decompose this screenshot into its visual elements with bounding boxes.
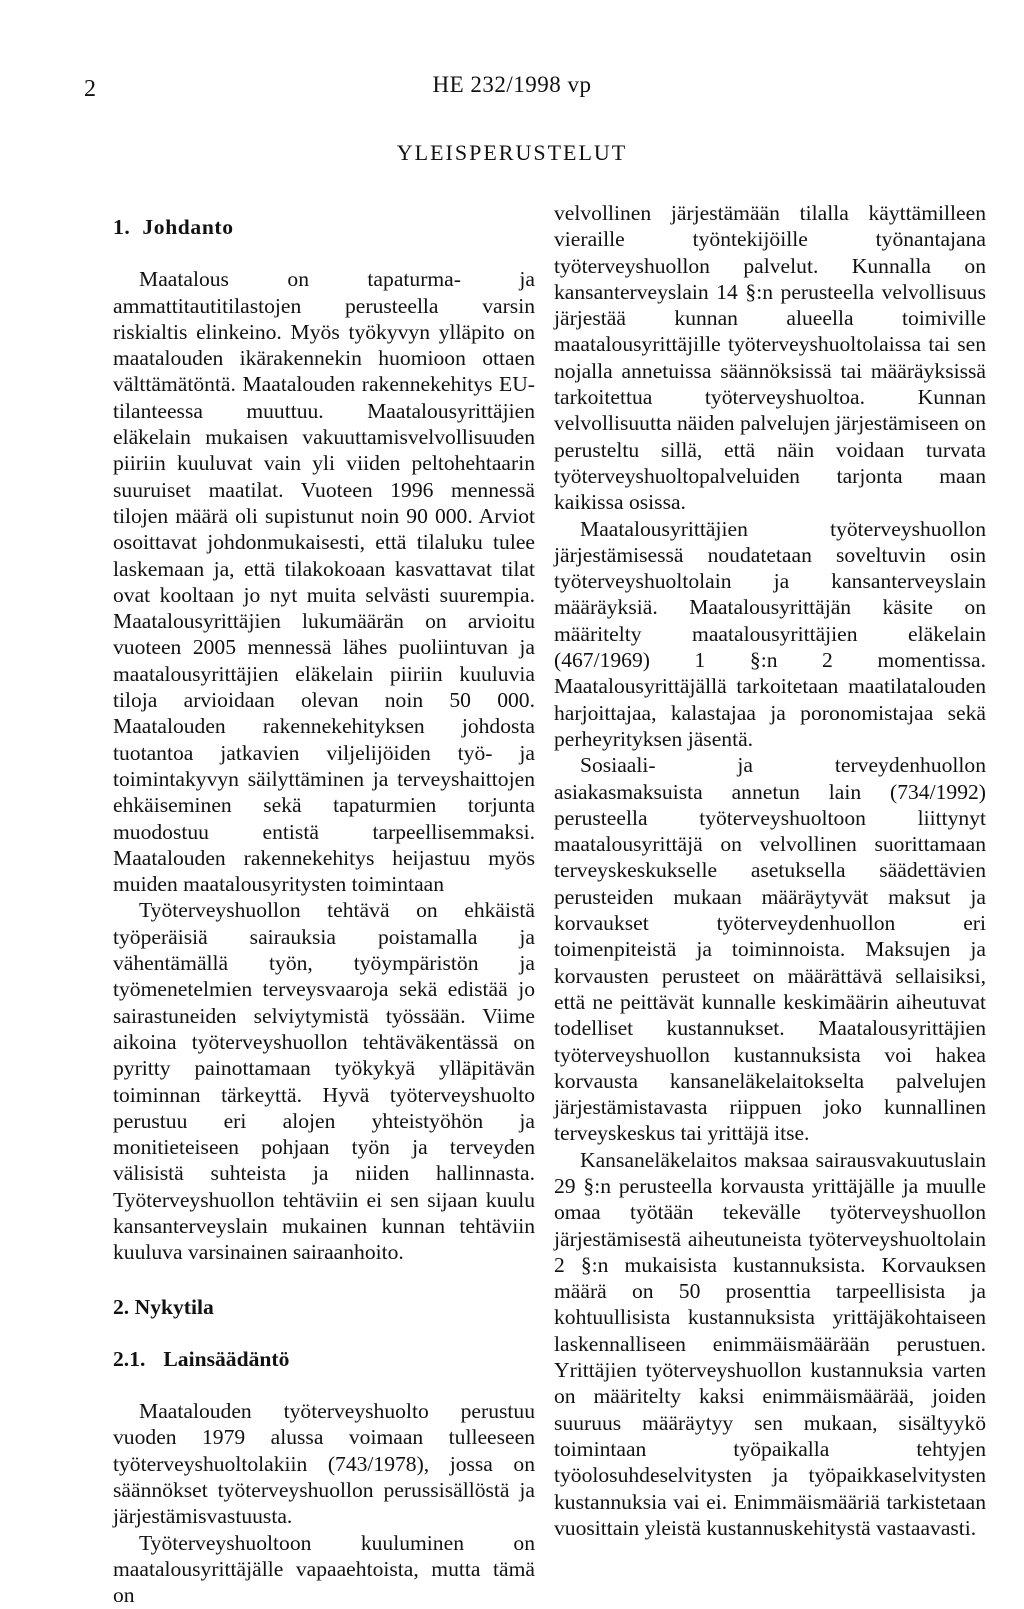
paragraph: Maatalousyrittäjien työterveyshuollon järjestämisessä noudatetaan soveltuvin osin työterveyshuoltolain ja kansanterveyslain määräyksiä. Maatalousyrittäjän käsite on määritelty maatalousyrittäjien eläkelain (467/1969) 1 §:n 2 momentissa. Maatalousyrittäjällä tarkoitetaan maatilatalouden harjoittajaa, kalastajaa ja poronomistajaa sekä perheyrityksen jäsentä. (554, 516, 986, 751)
right-column (554, 200, 986, 1541)
left-column (113, 200, 535, 1609)
paragraph-continued: velvollinen järjestämään tilalla käyttämilleen vieraille työntekijöille työnantajana työterveyshuollon palvelut. Kunnalla on kansanterveyslain 14 §:n perusteella velvollisuus järjestää kunnan alueella toimiville maatalousyrittäjille työterveyshuoltolaissa tai sen nojalla annetuissa säännöksissä tai määräyksissä tarkoitettua työterveyshuoltoa. Kunnan velvollisuutta näiden palvelujen järjestämiseen on perusteltu sillä, että näin voidaan turvata työterveyshuoltopalveluiden tarjonta maan kaikissa osissa. (554, 201, 986, 515)
paragraph: Maatalous on tapaturma- ja ammattitautitilastojen perusteella varsin riskialtis elinkeino. Myös työkyvyn ylläpito on maatalouden ikärakennekin huomioon ottaen välttämätöntä. Maatalouden rakennekehitys EU-tilanteessa muuttuu. Maatalousyrittäjien eläkelain mukaisen vakuuttamisvelvollisuuden piiriin kuuluvat vain yli viiden peltohehtaarin suuruiset maatilat. Vuoteen 1996 mennessä tilojen määrä oli supistunut noin 90 000. Arviot osoittavat johdonmukaisesti, että tilaluku tulee laskemaan ja, että tilakokoaan kasvattavat tilat ovat kooltaan jo nyt muita selvästi suurempia. Maatalousyrittäjien lukumäärän on arvioitu vuoteen 2005 mennessä lähes puoliintuvan ja maatalousyrittäjien eläkelain piiriin kuuluvia tiloja arvioidaan olevan noin 50 000. Maatalouden rakennekehityksen johdosta tuotantoa jatkavien viljelijöiden työ- ja toimintakyvyn säilyttäminen ja terveyshaittojen ehkäiseminen sekä tapaturmien torjunta muodostuu entistä tarpeellisemmaksi. Maatalouden rakennekehitys heijastuu myös muiden maatalousyritysten toimintaan (113, 267, 535, 897)
heading-number: 2.1. (113, 1346, 146, 1371)
paragraph: Työterveyshuoltoon kuuluminen on maatalousyrittäjälle vapaaehtoista, mutta tämä on (113, 1530, 535, 1608)
heading-nykytila (113, 1294, 535, 1320)
paragraph: Kansaneläkelaitos maksaa sairausvakuutuslain 29 §:n perusteella korvausta yrittäjälle ja muulle omaa työtään tekevälle työterveyshuollon järjestämisestä aiheutuneista työterveyshuoltolain 2 §:n mukaisista kustannuksista. Korvauksen määrä on 50 prosenttia tarpeellisista ja kohtuullisista kustannuksista yrittäjäkohtaiseen laskennalliseen enimmäismäärään perustuen. Yrittäjien työterveyshuollon kustannuksia varten on määritelty kaksi enimmäismäärää, joiden suuruus määräytyy sen mukaan, sisältyykö toimintaan työpaikalla tehtyjen työolosuhdeselvitysten ja työpaikkaselvitysten kustannuksia vai ei. Enimmäismääriä tarkistetaan vuosittain yleistä kustannuskehitystä vastaavasti. (554, 1147, 986, 1540)
heading-number: 1. (113, 215, 131, 239)
page-number: 2 (84, 76, 96, 102)
section-heading: YLEISPERUSTELUT (396, 140, 628, 165)
heading-title: Lainsäädäntö (163, 1346, 290, 1371)
heading-number: 2. (113, 1294, 130, 1319)
heading-title: Nykytila (134, 1294, 214, 1319)
heading-lainsaadanto (113, 1346, 535, 1372)
heading-title: Johdanto (142, 215, 234, 239)
running-title: HE 232/1998 vp (432, 72, 592, 97)
paragraph: Työterveyshuollon tehtävä on ehkäistä työperäisiä sairauksia poistamalla ja vähentämällä työn, työympäristön ja työmenetelmien terveysvaaroja sekä edistää jo sairastuneiden selviytymistä työssään. Viime aikoina työterveyshuollon tehtäväkentässä on pyritty painottamaan työkykyä ylläpitävän toiminnan tärkeyttä. Hyvä työterveyshuolto perustuu eri alojen yhteistyöhön ja monitieteiseen pohjaan työn ja terveyden välisistä suhteista ja niiden hallinnasta. Työterveyshuollon tehtäviin ei sen sijaan kuulu kansanterveyslain mukainen kunnan tehtäviin kuuluva varsinainen sairaanhoito. (113, 898, 535, 1265)
paragraph: Maatalouden työterveyshuolto perustuu vuoden 1979 alussa voimaan tulleeseen työterveyshuoltolakiin (743/1978), jossa on säännökset työterveyshuollon perussisällöstä ja järjestämisvastuusta. (113, 1399, 535, 1529)
paragraph: Sosiaali- ja terveydenhuollon asiakasmaksuista annetun lain (734/1992) perusteella työterveyshuoltoon liittynyt maatalousyrittäjä on velvollinen suorittamaan terveyskeskukselle asetuksella säädettävien perusteiden mukaan määräytyvät maksut ja korvaukset työterveydenhuollon eri toimenpiteistä ja toiminnoista. Maksujen ja korvausten perusteet on määrättävä sellaisiksi, että ne peittävät kunnalle keskimäärin aiheutuvat todelliset kustannukset. Maatalousyrittäjien työterveyshuollon kustannuksista voi hakea korvausta kansaneläkelaitokselta palvelujen järjestämistavasta riippuen joko kunnallinen terveyskeskus tai yrittäjä itse. (554, 753, 986, 1146)
heading-johdanto (113, 214, 535, 240)
